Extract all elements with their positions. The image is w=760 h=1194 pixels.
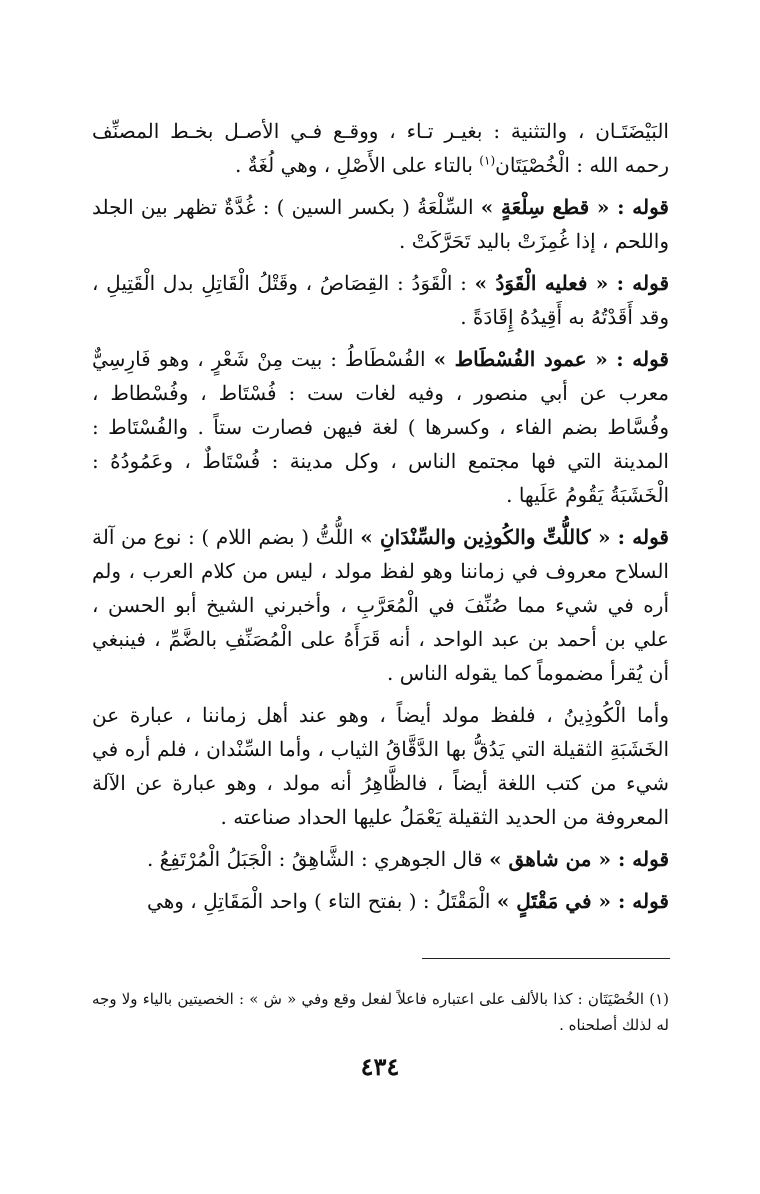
paragraph-3 xyxy=(92,266,669,334)
paragraph-text: السِّلْعَةُ ( بكسر السين ) : غُدَّةٌ تظهر بين الجلد واللحم ، إذا غُمِزَتْ باليد تَحَرَّكَتْ . xyxy=(92,195,669,253)
footnote-item xyxy=(92,986,669,1038)
lemma-heading: قوله : « عمود الفُسْطَاط » xyxy=(433,347,669,371)
lemma-heading: قوله : « في مَقْتَلٍ » xyxy=(496,889,669,913)
body-text xyxy=(92,114,669,926)
paragraph-text: الْمَقْتَلُ : ( بفتح التاء ) واحد الْمَقَاتِلِ ، وهي xyxy=(147,889,497,913)
paragraph-text: وأما الْكُوذِينُ ، فلفظ مولد أيضاً ، وهو عند أهل زماننا ، عبارة عن الخَشَبَةِ الثقيلة التي يَدُقُّ بها الدَّقَّاقُ الثياب ، وأما السِّنْدان ، فلم أره في شيء من كتب اللغة أيضاً ، فالظَّاهِرُ أنه مولد ، وهو عبارة عن الآلة المعروفة من الحديد الثقيلة يَعْمَلُ عليها الحداد صناعته . xyxy=(92,703,669,829)
lemma-heading: قوله : « قطع سِلْعَةٍ » xyxy=(480,195,669,219)
paragraph-5 xyxy=(92,520,669,690)
paragraph-text: : الْقَوَدُ : القِصَاصُ ، وقَتْلُ الْقَاتِلِ بدل الْقَتِيلِ ، وقد أَقَدْتُهُ به أَقِيدُهُ إِقَادَةً . xyxy=(92,271,669,329)
paragraph-text: اللُّتُّ ( بضم اللام ) : نوع من آلة السلاح معروف في زماننا وهو لفظ مولد ، ليس من كلام العرب ، ولم أره في شيء مما صُنِّفَ في الْمُعَرَّبِ ، وأخبرني الشيخ أبو الحسن ، علي بن أحمد بن عبد الواحد ، أنه قَرَأَهُ على الْمُصَنِّفِ بالضَّمِّ ، فينبغي أن يُقرأ مضموماً كما يقوله الناس . xyxy=(92,525,669,685)
lemma-heading: قوله : « كاللُّتِّ والكُوذِين والسِّنْدَانِ » xyxy=(360,525,669,549)
paragraph-text: الفُسْطَاطُ : بيت مِنْ شَعْرٍ ، وهو فَارِسِيٌّ معرب عن أبي منصور ، وفيه لغات ست : فُسْتَاط ، وفُسْطاط ، وفُسَّاط بضم الفاء ، وكسرها ) لغة فيهن فصارت ستاً . والفُسْتَاط : المدينة التي فها مجتمع الناس ، وكل مدينة : فُسْتَاطٌ ، وعَمُودُهُ : الْخَشَبَةُ يَقُومُ عَلَيها . xyxy=(92,347,669,507)
paragraph-4 xyxy=(92,342,669,512)
paragraph-7 xyxy=(92,842,669,876)
paragraph-8 xyxy=(92,884,669,918)
paragraph-6 xyxy=(92,698,669,834)
lemma-heading: قوله : « فعليه الْقَوَدُ » xyxy=(474,271,670,295)
footnote-reference[interactable]: (١) xyxy=(479,153,496,168)
paragraph-1 xyxy=(92,114,669,182)
paragraph-text: قال الجوهري : الشَّاهِقُ : الْجَبَلُ الْمُرْتَفِعُ . xyxy=(146,847,490,871)
footnote-separator xyxy=(422,958,670,959)
paragraph-text-tail: بالتاء على الأَصْلِ ، وهي لُغَةٌ . xyxy=(235,153,480,177)
footnote-number: (١) xyxy=(649,990,669,1008)
page-number: ٤٣٤ xyxy=(360,1052,400,1081)
paragraph-2 xyxy=(92,190,669,258)
paragraph-text: البَيْضَتَـان ، والتثنية : بغيـر تـاء ، ووقـع فـي الأصـل بخـط المصنِّف رحمه الله : الْخُصْيَتَان xyxy=(92,119,669,177)
lemma-heading: قوله : « من شاهق » xyxy=(489,847,669,871)
footnotes xyxy=(92,986,669,1038)
footnote-text: الخُصْيَتَان : كذا بالألف على اعتباره فاعلاً لفعل وقع وفي « ش » : الخصيتين بالياء ولا وجه له لذلك أصلحناه . xyxy=(92,990,669,1034)
